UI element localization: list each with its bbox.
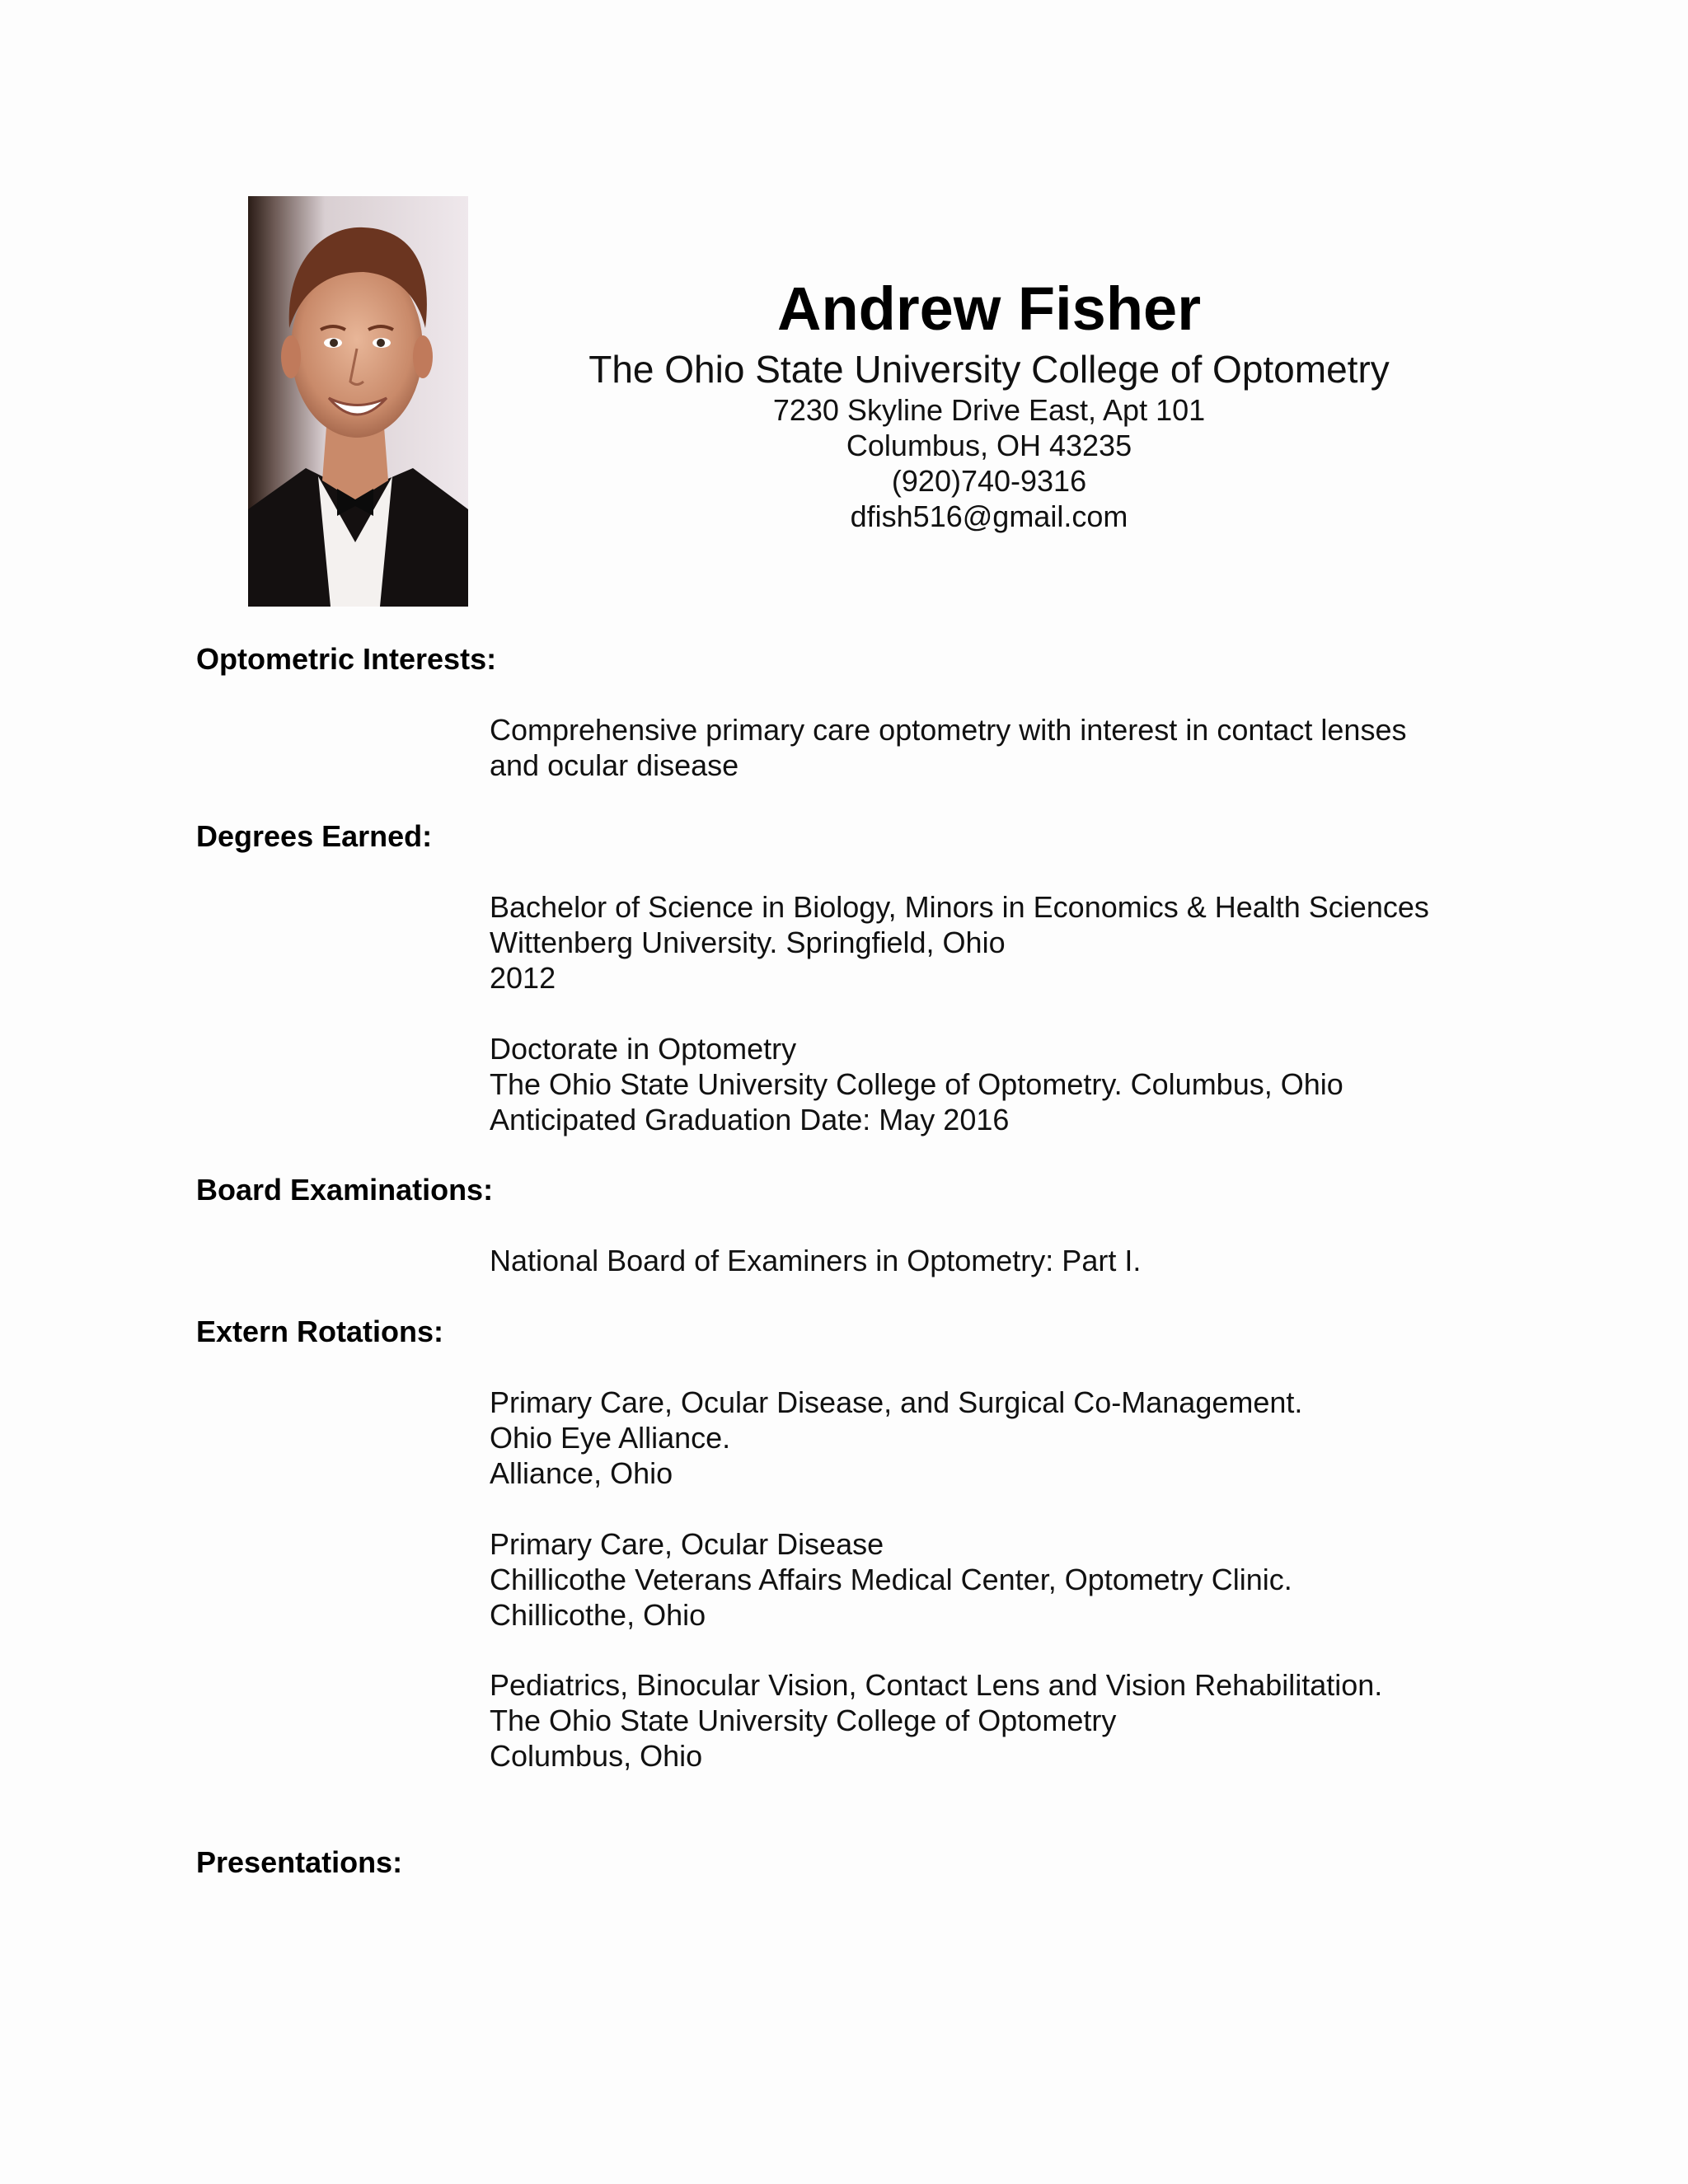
- rotation-entry-ohio-eye-alliance: [490, 1385, 1561, 1491]
- portrait-image: [248, 196, 468, 607]
- degree-line: Anticipated Graduation Date: May 2016: [490, 1103, 1010, 1137]
- degree-line: 2012: [490, 961, 556, 995]
- rotation-line: The Ohio State University College of Optometry: [490, 1704, 1117, 1737]
- section-heading-interests: Optometric Interests:: [196, 642, 497, 676]
- rotation-entry-chillicothe-va: [490, 1526, 1561, 1633]
- boards-body: [490, 1243, 1561, 1278]
- interests-line: and ocular disease: [490, 748, 739, 782]
- email-address[interactable]: dfish516@gmail.com: [850, 499, 1128, 533]
- address-line-2: Columbus, OH 43235: [846, 429, 1132, 462]
- degree-line: Doctorate in Optometry: [490, 1032, 797, 1066]
- section-heading-presentations: Presentations:: [196, 1845, 403, 1879]
- degree-line: Wittenberg University. Springfield, Ohio: [490, 926, 1006, 959]
- rotation-line: Pediatrics, Binocular Vision, Contact Lens and Vision Rehabilitation.: [490, 1668, 1383, 1702]
- section-heading-boards: Board Examinations:: [196, 1173, 494, 1207]
- rotation-line: Chillicothe, Ohio: [490, 1598, 706, 1632]
- resume-header: [495, 272, 1484, 534]
- rotation-line: Alliance, Ohio: [490, 1456, 673, 1490]
- section-heading-degrees: Degrees Earned:: [196, 819, 433, 853]
- phone-number: (920)740-9316: [891, 464, 1087, 498]
- candidate-name: Andrew Fisher: [777, 274, 1201, 343]
- interests-line: Comprehensive primary care optometry with interest in contact lenses: [490, 713, 1407, 747]
- degree-entry-doctorate: [490, 1031, 1561, 1137]
- section-heading-rotations: Extern Rotations:: [196, 1315, 444, 1348]
- interests-body: [490, 712, 1561, 783]
- degree-entry-bachelor: [490, 889, 1561, 996]
- rotation-entry-osu: [490, 1667, 1561, 1774]
- rotation-line: Primary Care, Ocular Disease: [490, 1527, 884, 1561]
- profile-photo: [248, 196, 468, 607]
- rotation-line: Ohio Eye Alliance.: [490, 1421, 731, 1455]
- rotation-line: Columbus, Ohio: [490, 1739, 703, 1773]
- address-line-1: 7230 Skyline Drive East, Apt 101: [772, 393, 1206, 427]
- boards-line: National Board of Examiners in Optometry: Part I.: [490, 1244, 1142, 1277]
- school-name: The Ohio State University College of Optometry: [588, 348, 1390, 391]
- degree-line: The Ohio State University College of Optometry. Columbus, Ohio: [490, 1067, 1343, 1101]
- degree-line: Bachelor of Science in Biology, Minors in Economics & Health Sciences: [490, 890, 1429, 924]
- rotation-line: Chillicothe Veterans Affairs Medical Center, Optometry Clinic.: [490, 1563, 1292, 1596]
- rotation-line: Primary Care, Ocular Disease, and Surgical Co-Management.: [490, 1385, 1303, 1419]
